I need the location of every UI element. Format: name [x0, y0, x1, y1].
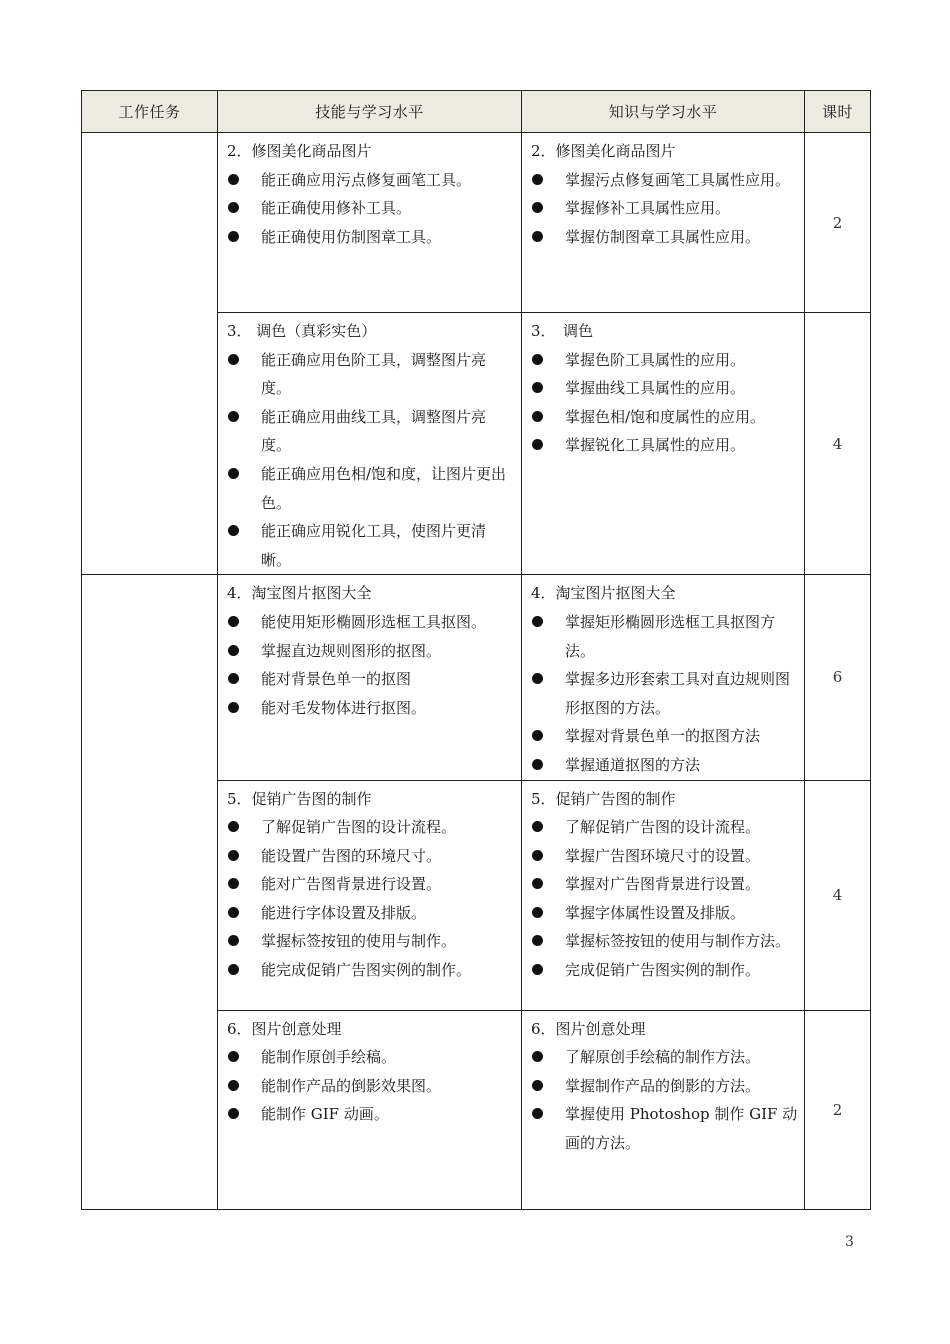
- list-item: [531, 751, 798, 780]
- skills-section-title: 2．修图美化商品图片: [227, 142, 372, 160]
- knowledge-section-title: 6．图片创意处理: [531, 1019, 646, 1038]
- bullet-icon: [228, 850, 239, 861]
- list-item: [531, 813, 798, 842]
- table-body: [82, 133, 871, 1210]
- knowledge-list: [531, 1043, 798, 1157]
- bullet-icon: [532, 878, 543, 889]
- hours-cell: 6: [805, 575, 871, 780]
- knowledge-cell: [522, 133, 805, 313]
- list-item-text: 能使用矩形椭圆形选框工具抠图。: [261, 612, 487, 631]
- bullet-icon: [228, 1080, 239, 1091]
- skills-section-title: 4．淘宝图片抠图大全: [227, 584, 372, 603]
- list-item: [227, 956, 515, 985]
- list-item-text: 掌握锐化工具属性的应用。: [565, 436, 746, 455]
- list-item-text: 掌握色相/饱和度属性的应用。: [565, 407, 766, 426]
- skills-section-title: 6．图片创意处理: [227, 1019, 342, 1038]
- list-item: [227, 665, 515, 694]
- knowledge-cell: [522, 1010, 805, 1209]
- list-item: [227, 1043, 515, 1072]
- list-item: [227, 1100, 515, 1129]
- bullet-icon: [532, 616, 543, 627]
- list-item: [227, 694, 515, 723]
- list-item-text: 能完成促销广告图实例的制作。: [261, 961, 472, 980]
- skills-cell: [218, 1010, 522, 1209]
- list-item: [227, 870, 515, 899]
- bullet-icon: [228, 616, 239, 627]
- bullet-icon: [228, 468, 239, 479]
- skills-list: [227, 166, 515, 252]
- list-item-text: 掌握曲线工具属性的应用。: [565, 379, 746, 398]
- bullet-icon: [532, 850, 543, 861]
- list-item-text: 掌握对广告图背景进行设置。: [565, 875, 761, 894]
- list-item: [227, 608, 515, 637]
- bullet-icon: [532, 174, 543, 185]
- list-item: [531, 899, 798, 928]
- header-skills: 技能与学习水平: [218, 91, 522, 133]
- hours-cell: 2: [805, 133, 871, 313]
- bullet-icon: [228, 174, 239, 185]
- bullet-icon: [532, 964, 543, 975]
- list-item-text: 能设置广告图的环境尺寸。: [261, 846, 442, 865]
- hours-cell: 2: [805, 1010, 871, 1209]
- bullet-icon: [532, 759, 543, 770]
- list-item-text: 了解促销广告图的设计流程。: [565, 818, 761, 837]
- list-item-text: 掌握标签按钮的使用与制作方法。: [565, 932, 791, 951]
- list-item-text: 掌握修补工具属性应用。: [565, 199, 731, 218]
- course-table: [81, 90, 871, 1210]
- skills-section-title: 3． 调色（真彩实色）: [227, 322, 377, 340]
- list-item: [227, 813, 515, 842]
- bullet-icon: [532, 1051, 543, 1062]
- knowledge-list: [531, 813, 798, 985]
- list-item: [531, 1100, 798, 1157]
- bullet-icon: [532, 382, 543, 393]
- header-task: 工作任务: [82, 91, 218, 133]
- list-item-text: 掌握直边规则图形的抠图。: [261, 641, 442, 660]
- list-item-text: 掌握通道抠图的方法: [565, 755, 701, 774]
- list-item: [227, 223, 515, 252]
- bullet-icon: [228, 525, 239, 536]
- list-item-text: 能进行字体设置及排版。: [261, 903, 427, 922]
- skills-cell: [218, 780, 522, 1010]
- table-row: [82, 575, 871, 780]
- list-item-text: 能制作原创手绘稿。: [261, 1048, 397, 1067]
- list-item-text: 掌握矩形椭圆形选框工具抠图方法。: [565, 612, 776, 660]
- knowledge-section-title: 3． 调色: [531, 322, 594, 340]
- bullet-icon: [228, 202, 239, 213]
- list-item-text: 掌握对背景色单一的抠图方法: [565, 727, 761, 746]
- skills-section-title: 5．促销广告图的制作: [227, 789, 372, 808]
- hours-cell: 4: [805, 780, 871, 1010]
- list-item-text: 能正确应用色阶工具，调整图片亮度。: [261, 350, 487, 398]
- list-item-text: 掌握多边形套索工具对直边规则图形抠图的方法。: [565, 670, 791, 717]
- list-item: [227, 927, 515, 956]
- hours-cell: 4: [805, 313, 871, 575]
- list-item-text: 能正确应用锐化工具，使图片更清晰。: [261, 522, 487, 569]
- list-item: [531, 842, 798, 871]
- list-item: [227, 637, 515, 666]
- list-item: [531, 1072, 798, 1101]
- knowledge-list: [531, 608, 798, 780]
- list-item-text: 掌握广告图环境尺寸的设置。: [565, 846, 761, 865]
- knowledge-section-title: 4．淘宝图片抠图大全: [531, 584, 676, 603]
- knowledge-cell: [522, 780, 805, 1010]
- list-item: [227, 899, 515, 928]
- list-item: [531, 1043, 798, 1072]
- list-item-text: 能正确使用仿制图章工具。: [261, 227, 442, 246]
- task-cell: [82, 133, 218, 575]
- bullet-icon: [532, 1080, 543, 1091]
- page-number: 3: [845, 1234, 854, 1250]
- knowledge-section-title: 2．修图美化商品图片: [531, 142, 676, 160]
- list-item-text: 掌握污点修复画笔工具属性应用。: [565, 170, 791, 189]
- bullet-icon: [228, 645, 239, 656]
- list-item-text: 掌握使用 Photoshop 制作 GIF 动画的方法。: [565, 1105, 798, 1152]
- task-cell: [82, 575, 218, 1209]
- bullet-icon: [228, 878, 239, 889]
- list-item-text: 了解促销广告图的设计流程。: [261, 818, 457, 837]
- skills-cell: [218, 313, 522, 575]
- bullet-icon: [228, 1108, 239, 1119]
- skills-cell: [218, 133, 522, 313]
- list-item: [227, 403, 515, 460]
- skills-list: [227, 346, 515, 575]
- list-item: [531, 722, 798, 751]
- list-item-text: 能正确应用色相/饱和度，让图片更出色。: [261, 464, 507, 512]
- list-item-text: 掌握仿制图章工具属性应用。: [565, 227, 761, 246]
- bullet-icon: [532, 411, 543, 422]
- table-header-row: [82, 91, 871, 133]
- knowledge-list: [531, 346, 798, 460]
- knowledge-list: [531, 166, 798, 252]
- list-item-text: 能正确使用修补工具。: [261, 199, 412, 218]
- bullet-icon: [228, 1051, 239, 1062]
- list-item-text: 能正确应用曲线工具，调整图片亮度。: [261, 407, 487, 455]
- table-row: [82, 133, 871, 313]
- bullet-icon: [228, 231, 239, 242]
- bullet-icon: [532, 231, 543, 242]
- bullet-icon: [532, 1108, 543, 1119]
- bullet-icon: [532, 730, 543, 741]
- knowledge-cell: [522, 313, 805, 575]
- list-item: [531, 608, 798, 665]
- skills-cell: [218, 575, 522, 780]
- list-item: [531, 431, 798, 460]
- list-item: [531, 927, 798, 956]
- list-item: [531, 870, 798, 899]
- list-item-text: 能正确应用污点修复画笔工具。: [261, 170, 472, 189]
- list-item: [531, 665, 798, 722]
- bullet-icon: [532, 821, 543, 832]
- list-item: [227, 842, 515, 871]
- list-item-text: 能对广告图背景进行设置。: [261, 875, 442, 894]
- list-item: [227, 166, 515, 195]
- list-item-text: 能对背景色单一的抠图: [261, 670, 412, 689]
- bullet-icon: [228, 964, 239, 975]
- list-item: [531, 346, 798, 375]
- bullet-icon: [228, 821, 239, 832]
- knowledge-section-title: 5．促销广告图的制作: [531, 789, 676, 808]
- skills-list: [227, 608, 515, 722]
- list-item: [531, 956, 798, 985]
- skills-list: [227, 813, 515, 985]
- bullet-icon: [532, 202, 543, 213]
- list-item-text: 能制作 GIF 动画。: [261, 1105, 389, 1124]
- list-item: [531, 194, 798, 223]
- knowledge-cell: [522, 575, 805, 780]
- bullet-icon: [228, 673, 239, 684]
- skills-list: [227, 1043, 515, 1129]
- list-item-text: 了解原创手绘稿的制作方法。: [565, 1048, 761, 1067]
- bullet-icon: [532, 354, 543, 365]
- list-item-text: 能制作产品的倒影效果图。: [261, 1076, 442, 1095]
- bullet-icon: [228, 411, 239, 422]
- list-item-text: 掌握色阶工具属性的应用。: [565, 350, 746, 369]
- list-item-text: 能对毛发物体进行抠图。: [261, 698, 427, 717]
- bullet-icon: [532, 439, 543, 450]
- bullet-icon: [228, 935, 239, 946]
- bullet-icon: [532, 673, 543, 684]
- header-hours: 课时: [805, 91, 871, 133]
- list-item: [227, 1072, 515, 1101]
- bullet-icon: [228, 907, 239, 918]
- list-item: [531, 223, 798, 252]
- header-knowledge: 知识与学习水平: [522, 91, 805, 133]
- list-item-text: 完成促销广告图实例的制作。: [565, 961, 761, 980]
- bullet-icon: [532, 907, 543, 918]
- list-item: [227, 194, 515, 223]
- bullet-icon: [532, 935, 543, 946]
- bullet-icon: [228, 354, 239, 365]
- list-item-text: 掌握制作产品的倒影的方法。: [565, 1076, 761, 1095]
- bullet-icon: [228, 702, 239, 713]
- list-item-text: 掌握字体属性设置及排版。: [565, 903, 746, 922]
- list-item: [227, 460, 515, 517]
- list-item: [227, 517, 515, 574]
- list-item: [531, 166, 798, 195]
- list-item: [227, 346, 515, 403]
- list-item-text: 掌握标签按钮的使用与制作。: [261, 932, 457, 951]
- list-item: [531, 403, 798, 432]
- list-item: [531, 374, 798, 403]
